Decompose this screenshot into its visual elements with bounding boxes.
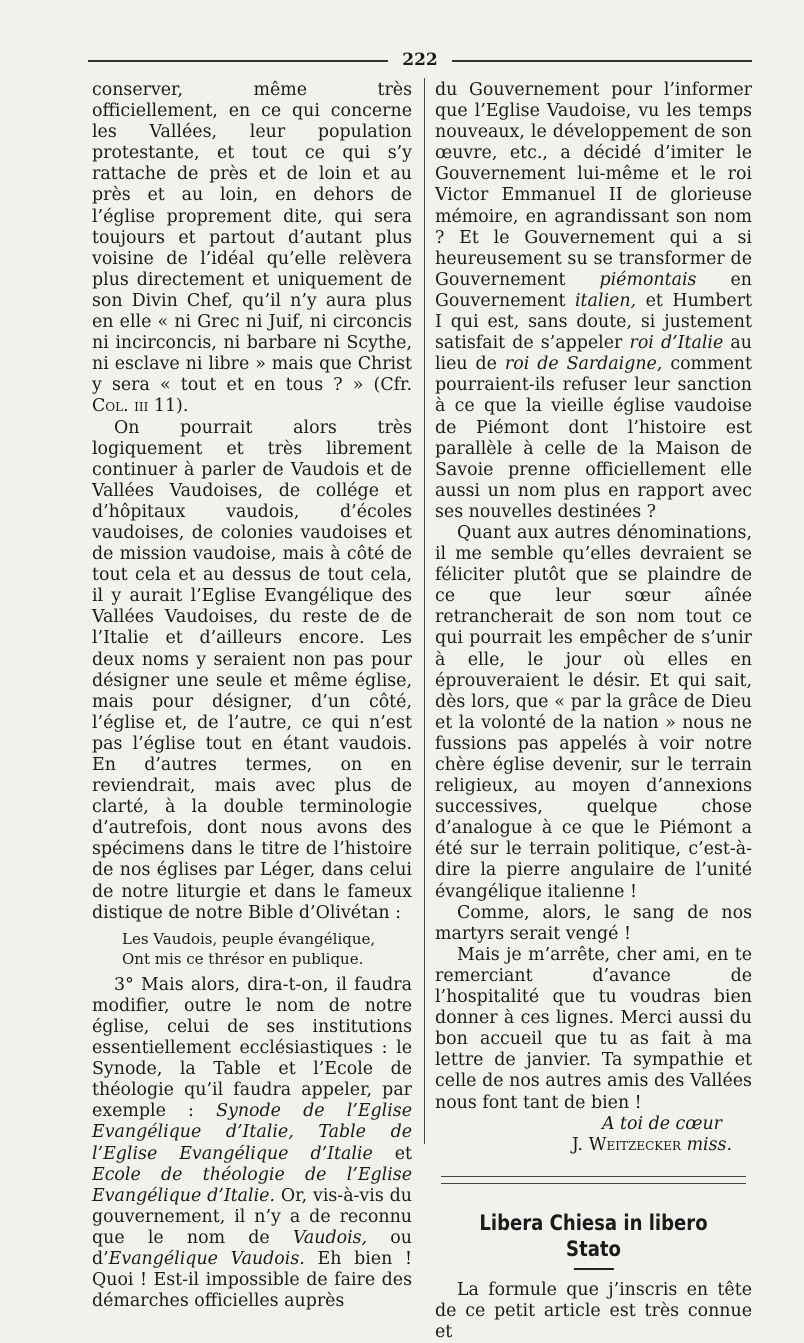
right-paragraph-2: Quant aux autres dénominations, il me semble qu’elles devraient se féliciter plutôt que se plaindre de ce que leur sœur aînée retrancherait de son nom tout ce qui pourrait les empêcher de s’unir à elle, le jour où elles en éprouveraient le désir. Et qui sait, dès lors, que « par la grâce de Dieu et la volonté de la nation » nous ne fussions pas appelés à voir notre chère église devenir, sur le terrain religieux, au moyen d’annexions successives, quelque chose d’analogue à ce que le Piémont a été sur le terrain politique, c’est-à-dire la pierre angulaire de l’unité évangélique italienne !: [435, 522, 752, 902]
letter-signoff: A toi de cœur: [601, 1113, 722, 1134]
left-column: [92, 80, 412, 1312]
signature-suffix: miss.: [686, 1134, 732, 1155]
page-header: [88, 50, 752, 72]
header-rule-right: [452, 60, 752, 62]
article-title: Libera Chiesa in libero Stato: [479, 1210, 708, 1261]
right-column: [435, 80, 752, 1343]
article-separator: [441, 1176, 746, 1184]
verse-block: [122, 929, 412, 969]
verse-line-2: Ont mis ce thrésor en publique.: [122, 949, 364, 968]
verse-line-1: Les Vaudois, peuple évangélique,: [122, 929, 376, 948]
title-dash: [574, 1268, 614, 1270]
left-paragraph-1: conserver, même très officiellement, en ce qui concerne les Vallées, leur population protestante, et tout ce qui s’y rattache de près et de loin et au près et au loin, en dehors de l’église proprement dite, qui sera toujours et partout d’autant plus voisine de l’idéal qu’elle relèvera plus directement et uniquement de son Divin Chef, qu’il n’y aura plus en elle « ni Grec ni Juif, ni circoncis ni incirconcis, ni barbare ni Scythe, ni esclave ni libre » mais que Christ y sera « tout et en tous ? » (Cfr. Col. iii 11).: [92, 80, 412, 417]
header-rule-left: [88, 60, 388, 62]
left-paragraph-3: 3° Mais alors, dira-t-on, il faudra modifier, outre le nom de notre église, celui de ses institutions essentiellement ecclésiastiques : le Synode, la Table et l’Ecole de théologie qu’il faudra appeler, par exemple : Synode de l’Eglise Evangélique d’Italie, Table de l’Eglise Evangélique d’Italie et Ecole de théologie de l’Eglise Evangélique d’Italie. Or, vis-à-vis du gouvernement, il n’y a de reconnu que le nom de Vaudois, ou d’Evangélique Vaudois. Eh bien ! Quoi ! Est-il impossible de faire des démarches officielles auprès: [92, 974, 413, 1312]
right-paragraph-1: du Gouvernement pour l’informer que l’Eglise Vaudoise, vu les temps nouveaux, le développement de son œuvre, etc., a décidé d’imiter le Gouvernement lui-même et le roi Victor Emmanuel II de glorieuse mémoire, en agrandissant son nom ? Et le Gouvernement qui a si heureusement su se transformer de Gouvernement piémontais en Gouvernement italien, et Humbert I qui est, sans doute, si justement satisfait de s’appeler roi d’Italie au lieu de roi de Sardaigne, comment pourraient-ils refuser leur sanction à ce que la vieille église vaudoise de Piémont dont l’histoire est parallèle à celle de la Maison de Savoie prenne officiellement elle aussi un nom plus en rapport avec ses nouvelles destinées ?: [435, 80, 753, 522]
column-divider: [424, 78, 425, 1144]
letter-signature: [435, 1135, 732, 1156]
left-paragraph-2: On pourrait alors très logiquement et très librement continuer à parler de Vaudois et de Vallées Vaudoises, de collége et d’hôpitaux vaudois, d’écoles vaudoises, de colonies vaudoises et de mission vaudoise, mais à côté de tout cela et au dessus de tout cela, il y aurait l’Eglise Evangélique des Vallées Vaudoises, du reste de de l’Italie et d’ailleurs encore. Les deux noms y seraient non pas pour désigner une seule et même église, mais pour désigner, d’un côté, l’église et, de l’autre, ce qui n’est pas l’église tout en étant vaudois. En d’autres termes, on en reviendrait, mais avec plus de clarté, à la double terminologie d’autrefois, dont nous avons des spécimens dans le titre de l’histoire de nos églises par Léger, dans celui de notre liturgie et dans le fameux distique de notre Bible d’Olivétan :: [92, 417, 412, 923]
right-paragraph-3: Comme, alors, le sang de nos martyrs serait vengé !: [435, 902, 752, 944]
article-paragraph-1: La formule que j’inscris en tête de ce petit article est très connue et: [435, 1279, 752, 1342]
page-number: 222: [402, 50, 438, 70]
scripture-reference: Col.: [92, 396, 129, 417]
signature-name: J. Weitzecker: [571, 1134, 682, 1155]
right-paragraph-4: Mais je m’arrête, cher ami, en te remerciant d’avance de l’hospitalité que tu voudras bien donner à ces lignes. Merci aussi du bon accueil que tu as fait à ma lettre de janvier. Ta sympathie et celle de nos autres amis des Vallées nous font tant de bien !: [435, 944, 752, 1113]
